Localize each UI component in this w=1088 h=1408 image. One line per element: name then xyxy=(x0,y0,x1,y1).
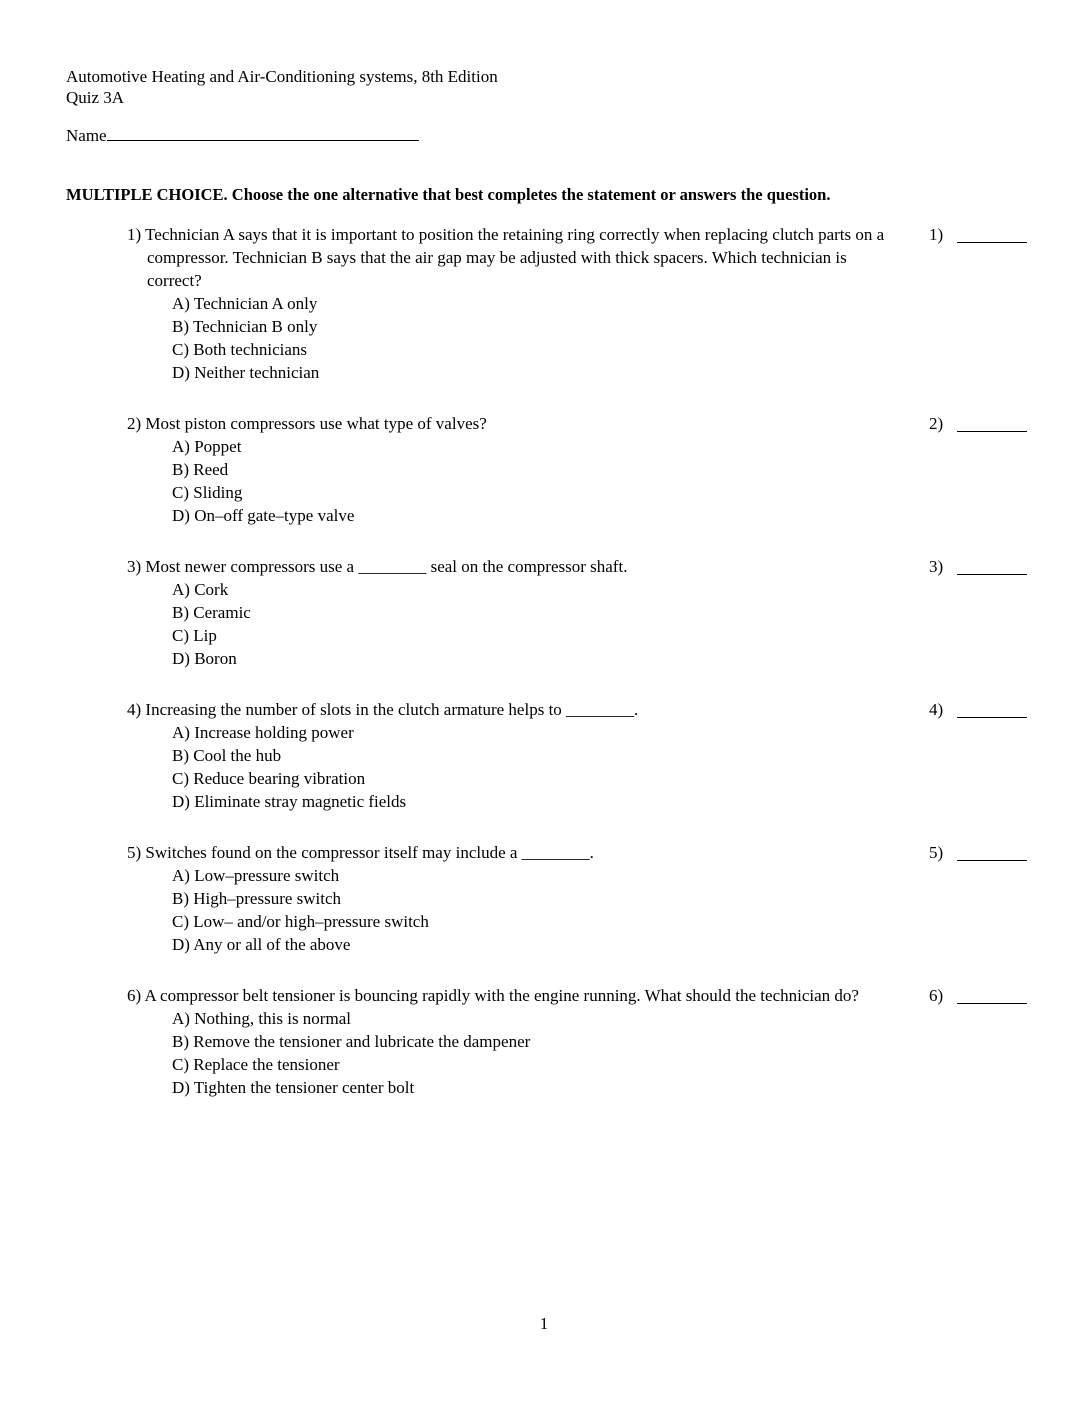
option-b: B) Technician B only xyxy=(172,317,318,336)
question-stem: 1) Technician A says that it is important to position the retaining ring correctly when replacing clutch parts on a compressor. Technician B says that the air gap may be adjusted with thick spacers. Which technician is correct? xyxy=(127,225,885,290)
question-1 xyxy=(127,223,1027,384)
question-list xyxy=(127,223,1027,1127)
option-d: D) Eliminate stray magnetic fields xyxy=(172,792,407,811)
option-d: D) Neither technician xyxy=(172,363,320,382)
name-label: Name xyxy=(66,126,107,145)
options xyxy=(127,1007,1027,1099)
option-c: C) Reduce bearing vibration xyxy=(172,769,366,788)
options xyxy=(127,292,1027,384)
answer-number: 2) xyxy=(929,414,944,433)
option-b: B) High–pressure switch xyxy=(172,889,342,908)
option-b: B) Reed xyxy=(172,460,229,479)
name-blank xyxy=(107,123,419,141)
instructions: MULTIPLE CHOICE. Choose the one alternative that best completes the statement or answers the question. xyxy=(66,185,831,204)
option-a: A) Low–pressure switch xyxy=(172,866,340,885)
option-d: D) On–off gate–type valve xyxy=(172,506,355,525)
answer-number: 3) xyxy=(929,557,944,576)
option-d: D) Tighten the tensioner center bolt xyxy=(172,1078,415,1097)
question-stem: 6) A compressor belt tensioner is bouncing rapidly with the engine running. What should the technician do? xyxy=(127,986,859,1005)
page-number: 1 xyxy=(539,1314,549,1333)
option-b: B) Ceramic xyxy=(172,603,251,622)
option-a: A) Technician A only xyxy=(172,294,318,313)
quiz-title: Quiz 3A xyxy=(66,88,125,107)
option-c: C) Replace the tensioner xyxy=(172,1055,340,1074)
question-stem: 3) Most newer compressors use a ________ seal on the compressor shaft. xyxy=(127,557,628,576)
option-c: C) Both technicians xyxy=(172,340,308,359)
options xyxy=(127,721,1027,813)
answer-blank[interactable] xyxy=(957,1003,1027,1004)
answer-blank[interactable] xyxy=(957,574,1027,575)
option-d: D) Any or all of the above xyxy=(172,935,351,954)
option-b: B) Remove the tensioner and lubricate the dampener xyxy=(172,1032,531,1051)
name-field xyxy=(66,123,419,147)
option-a: A) Nothing, this is normal xyxy=(172,1009,351,1028)
option-d: D) Boron xyxy=(172,649,237,668)
options xyxy=(127,578,1027,670)
answer-blank[interactable] xyxy=(957,242,1027,243)
option-a: A) Increase holding power xyxy=(172,723,354,742)
answer-blank[interactable] xyxy=(957,431,1027,432)
option-a: A) Cork xyxy=(172,580,229,599)
question-5 xyxy=(127,841,1027,956)
option-c: C) Low– and/or high–pressure switch xyxy=(172,912,429,931)
answer-blank[interactable] xyxy=(957,717,1027,718)
question-6 xyxy=(127,984,1027,1099)
options xyxy=(127,435,1027,527)
answer-blank[interactable] xyxy=(957,860,1027,861)
course-title: Automotive Heating and Air-Conditioning systems, 8th Edition xyxy=(66,67,498,86)
option-a: A) Poppet xyxy=(172,437,242,456)
question-stem: 2) Most piston compressors use what type of valves? xyxy=(127,414,487,433)
options xyxy=(127,864,1027,956)
option-b: B) Cool the hub xyxy=(172,746,282,765)
question-stem: 4) Increasing the number of slots in the clutch armature helps to ________. xyxy=(127,700,639,719)
question-4 xyxy=(127,698,1027,813)
question-stem: 5) Switches found on the compressor itself may include a ________. xyxy=(127,843,594,862)
answer-number: 6) xyxy=(929,986,944,1005)
option-c: C) Sliding xyxy=(172,483,243,502)
answer-number: 4) xyxy=(929,700,944,719)
question-2 xyxy=(127,412,1027,527)
option-c: C) Lip xyxy=(172,626,217,645)
question-3 xyxy=(127,555,1027,670)
answer-number: 5) xyxy=(929,843,944,862)
answer-number: 1) xyxy=(929,225,944,244)
